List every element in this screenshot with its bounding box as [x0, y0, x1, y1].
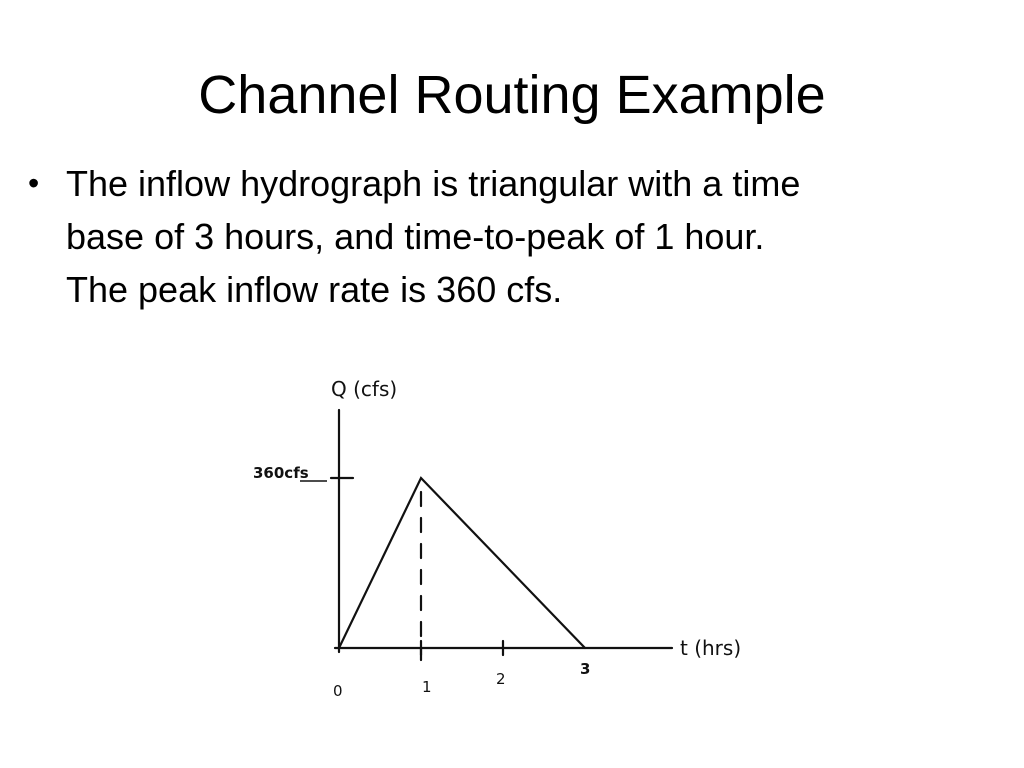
x-axis-label: t (hrs) [680, 636, 742, 660]
bullet-line-3: The peak inflow rate is 360 cfs. [66, 269, 563, 310]
x-tick-label-1: 1 [422, 678, 432, 696]
y-axis-label: Q (cfs) [331, 377, 398, 401]
x-tick-label-2: 2 [496, 670, 506, 688]
x-tick-label-3: 3 [580, 660, 591, 678]
bullet-line-2: base of 3 hours, and time-to-peak of 1 hour. [66, 216, 765, 257]
plot-layer [331, 410, 672, 660]
peak-value-label: 360cfs [253, 464, 309, 482]
bullet-dot-icon: • [28, 165, 40, 201]
x-tick-label-0: 0 [333, 682, 343, 700]
slide-title: Channel Routing Example [198, 65, 826, 125]
inflow-hydrograph-line [339, 478, 585, 648]
bullet-line-1: The inflow hydrograph is triangular with a time [66, 163, 801, 204]
